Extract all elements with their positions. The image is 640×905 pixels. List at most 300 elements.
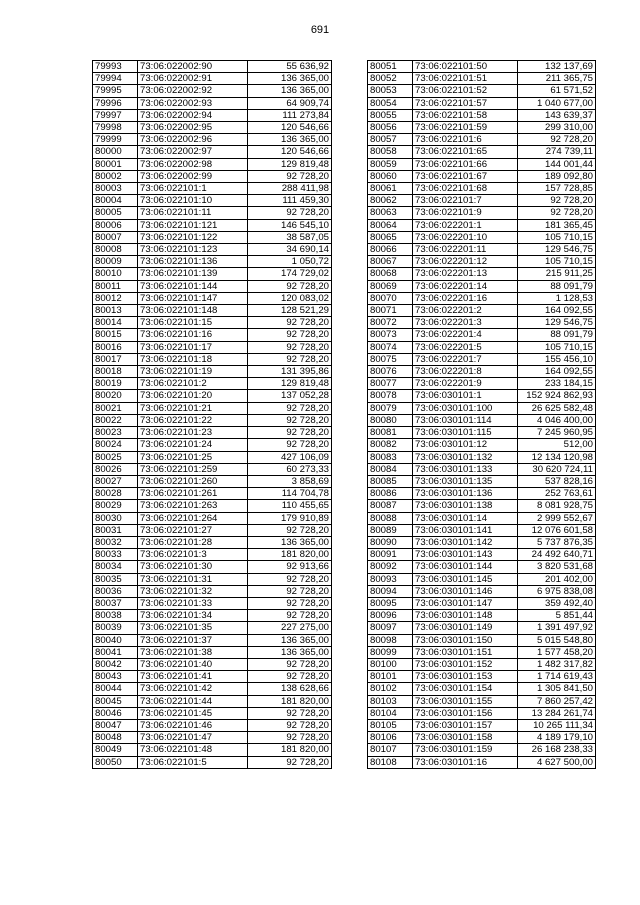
cadastral-number: 73:06:030101:158 (413, 732, 518, 744)
value-cell: 92 728,20 (248, 402, 332, 414)
row-number: 79998 (93, 122, 138, 134)
cadastral-number: 73:06:022101:57 (413, 97, 518, 109)
table-row (93, 341, 332, 353)
table-row (368, 61, 596, 73)
table-row (93, 61, 332, 73)
table-row (93, 85, 332, 97)
table-row (368, 341, 596, 353)
row-number: 80085 (368, 475, 413, 487)
table-row (93, 366, 332, 378)
cadastral-number: 73:06:022201:5 (413, 341, 518, 353)
right-table (367, 60, 596, 769)
value-cell: 26 625 582,48 (518, 402, 596, 414)
row-number: 80000 (93, 146, 138, 158)
value-cell: 138 628,66 (248, 683, 332, 695)
table-row (93, 536, 332, 548)
row-number: 80066 (368, 244, 413, 256)
row-number: 80071 (368, 305, 413, 317)
table-row (368, 683, 596, 695)
row-number: 79996 (93, 97, 138, 109)
row-number: 80018 (93, 366, 138, 378)
value-cell: 92 728,20 (248, 658, 332, 670)
cadastral-number: 73:06:022002:99 (138, 170, 248, 182)
row-number: 80003 (93, 183, 138, 195)
row-number: 80089 (368, 524, 413, 536)
row-number: 80069 (368, 280, 413, 292)
table-row (368, 366, 596, 378)
table-row (368, 695, 596, 707)
table-row (368, 622, 596, 634)
value-cell: 155 456,10 (518, 353, 596, 365)
row-number: 80019 (93, 378, 138, 390)
table-row (368, 451, 596, 463)
row-number: 80049 (93, 744, 138, 756)
value-cell: 5 737 876,35 (518, 536, 596, 548)
table-row (368, 292, 596, 304)
value-cell: 146 545,10 (248, 219, 332, 231)
row-number: 80012 (93, 292, 138, 304)
cadastral-number: 73:06:022101:65 (413, 146, 518, 158)
value-cell: 92 728,20 (518, 195, 596, 207)
cadastral-number: 73:06:030101:141 (413, 524, 518, 536)
row-number: 80054 (368, 97, 413, 109)
page-number: 691 (310, 24, 330, 36)
row-number: 80037 (93, 597, 138, 609)
table-row (368, 475, 596, 487)
value-cell: 157 728,85 (518, 183, 596, 195)
value-cell: 92 728,20 (248, 524, 332, 536)
value-cell: 179 910,89 (248, 512, 332, 524)
table-row (93, 524, 332, 536)
value-cell: 120 083,02 (248, 292, 332, 304)
cadastral-number: 73:06:022101:45 (138, 707, 248, 719)
value-cell: 136 365,00 (248, 73, 332, 85)
row-number: 80086 (368, 488, 413, 500)
row-number: 80082 (368, 439, 413, 451)
value-cell: 1 391 497,92 (518, 622, 596, 634)
cadastral-number: 73:06:022101:16 (138, 329, 248, 341)
value-cell: 181 820,00 (248, 549, 332, 561)
table-row (93, 719, 332, 731)
table-row (93, 597, 332, 609)
value-cell: 4 046 400,00 (518, 414, 596, 426)
value-cell: 12 076 601,58 (518, 524, 596, 536)
value-cell: 7 245 960,95 (518, 427, 596, 439)
cadastral-number: 73:06:030101:114 (413, 414, 518, 426)
table-row (368, 658, 596, 670)
row-number: 80036 (93, 585, 138, 597)
row-number: 80040 (93, 634, 138, 646)
cadastral-number: 73:06:022101:50 (413, 61, 518, 73)
row-number: 80070 (368, 292, 413, 304)
table-row (368, 732, 596, 744)
cadastral-number: 73:06:022101:123 (138, 244, 248, 256)
cadastral-number: 73:06:030101:159 (413, 744, 518, 756)
cadastral-number: 73:06:022101:23 (138, 427, 248, 439)
row-number: 80002 (93, 170, 138, 182)
value-cell: 92 728,20 (248, 732, 332, 744)
table-row (368, 170, 596, 182)
table-row (368, 414, 596, 426)
value-cell: 3 858,69 (248, 475, 332, 487)
value-cell: 427 106,09 (248, 451, 332, 463)
row-number: 80074 (368, 341, 413, 353)
cadastral-number: 73:06:022101:67 (413, 170, 518, 182)
cadastral-number: 73:06:022101:260 (138, 475, 248, 487)
value-cell: 92 728,20 (248, 597, 332, 609)
row-number: 80008 (93, 244, 138, 256)
row-number: 80024 (93, 439, 138, 451)
table-row (368, 73, 596, 85)
cadastral-number: 73:06:022101:33 (138, 597, 248, 609)
table-row (368, 463, 596, 475)
value-cell: 1 050,72 (248, 256, 332, 268)
cadastral-number: 73:06:022101:1 (138, 183, 248, 195)
table-row (93, 134, 332, 146)
row-number: 80059 (368, 158, 413, 170)
value-cell: 1 040 677,00 (518, 97, 596, 109)
table-row (368, 329, 596, 341)
value-cell: 24 492 640,71 (518, 549, 596, 561)
value-cell: 92 728,20 (248, 207, 332, 219)
cadastral-number: 73:06:022101:264 (138, 512, 248, 524)
cadastral-number: 73:06:022101:44 (138, 695, 248, 707)
row-number: 80051 (368, 61, 413, 73)
cadastral-number: 73:06:022201:14 (413, 280, 518, 292)
value-cell: 120 546,66 (248, 146, 332, 158)
table-row (368, 610, 596, 622)
cadastral-number: 73:06:022101:11 (138, 207, 248, 219)
cadastral-number: 73:06:030101:133 (413, 463, 518, 475)
value-cell: 274 739,11 (518, 146, 596, 158)
row-number: 80028 (93, 488, 138, 500)
row-number: 80097 (368, 622, 413, 634)
table-row (93, 317, 332, 329)
cadastral-number: 73:06:022002:95 (138, 122, 248, 134)
cadastral-number: 73:06:022201:1 (413, 219, 518, 231)
row-number: 80016 (93, 341, 138, 353)
table-row (93, 146, 332, 158)
value-cell: 537 828,16 (518, 475, 596, 487)
cadastral-number: 73:06:030101:152 (413, 658, 518, 670)
table-row (93, 658, 332, 670)
table-row (93, 244, 332, 256)
value-cell: 92 728,20 (248, 280, 332, 292)
row-number: 80044 (93, 683, 138, 695)
table-row (368, 512, 596, 524)
table-row (368, 488, 596, 500)
row-number: 80098 (368, 634, 413, 646)
table-row (368, 597, 596, 609)
value-cell: 129 546,75 (518, 317, 596, 329)
table-row (93, 634, 332, 646)
cadastral-number: 73:06:030101:150 (413, 634, 518, 646)
cadastral-number: 73:06:022101:47 (138, 732, 248, 744)
table-row (368, 207, 596, 219)
value-cell: 105 710,15 (518, 341, 596, 353)
row-number: 80096 (368, 610, 413, 622)
cadastral-number: 73:06:022201:3 (413, 317, 518, 329)
table-row (368, 646, 596, 658)
cadastral-number: 73:06:022101:30 (138, 561, 248, 573)
row-number: 80045 (93, 695, 138, 707)
cadastral-number: 73:06:022101:46 (138, 719, 248, 731)
table-row (368, 97, 596, 109)
row-number: 80026 (93, 463, 138, 475)
value-cell: 143 639,37 (518, 109, 596, 121)
cadastral-number: 73:06:030101:154 (413, 683, 518, 695)
cadastral-number: 73:06:022101:139 (138, 268, 248, 280)
row-number: 80027 (93, 475, 138, 487)
row-number: 80107 (368, 744, 413, 756)
value-cell: 92 728,20 (248, 170, 332, 182)
cadastral-number: 73:06:022002:91 (138, 73, 248, 85)
value-cell: 129 546,75 (518, 244, 596, 256)
cadastral-number: 73:06:022002:94 (138, 109, 248, 121)
value-cell: 189 092,80 (518, 170, 596, 182)
table-row (368, 390, 596, 402)
table-row (368, 536, 596, 548)
table-row (93, 109, 332, 121)
table-row (368, 719, 596, 731)
cadastral-number: 73:06:022101:27 (138, 524, 248, 536)
row-number: 80099 (368, 646, 413, 658)
table-row (368, 500, 596, 512)
cadastral-number: 73:06:030101:136 (413, 488, 518, 500)
value-cell: 5 015 548,80 (518, 634, 596, 646)
table-row (368, 402, 596, 414)
row-number: 80057 (368, 134, 413, 146)
cadastral-number: 73:06:022101:15 (138, 317, 248, 329)
row-number: 80081 (368, 427, 413, 439)
table-row (93, 170, 332, 182)
value-cell: 92 728,20 (248, 671, 332, 683)
cadastral-number: 73:06:030101:14 (413, 512, 518, 524)
row-number: 80108 (368, 756, 413, 768)
row-number: 79993 (93, 61, 138, 73)
table-row (93, 512, 332, 524)
table-row (368, 268, 596, 280)
cadastral-number: 73:06:022101:19 (138, 366, 248, 378)
value-cell: 181 365,45 (518, 219, 596, 231)
cadastral-number: 73:06:022101:41 (138, 671, 248, 683)
value-cell: 92 728,20 (248, 317, 332, 329)
value-cell: 136 365,00 (248, 85, 332, 97)
table-row (93, 695, 332, 707)
table-row (93, 610, 332, 622)
value-cell: 137 052,28 (248, 390, 332, 402)
table-row (93, 427, 332, 439)
table-row (368, 158, 596, 170)
row-number: 80058 (368, 146, 413, 158)
row-number: 80046 (93, 707, 138, 719)
cadastral-number: 73:06:022101:38 (138, 646, 248, 658)
table-row (93, 549, 332, 561)
value-cell: 111 459,30 (248, 195, 332, 207)
value-cell: 38 587,05 (248, 231, 332, 243)
value-cell: 215 911,25 (518, 268, 596, 280)
row-number: 80033 (93, 549, 138, 561)
row-number: 80029 (93, 500, 138, 512)
cadastral-number: 73:06:030101:135 (413, 475, 518, 487)
row-number: 80105 (368, 719, 413, 731)
cadastral-number: 73:06:030101:12 (413, 439, 518, 451)
value-cell: 92 728,20 (248, 341, 332, 353)
value-cell: 1 128,53 (518, 292, 596, 304)
cadastral-number: 73:06:030101:1 (413, 390, 518, 402)
value-cell: 13 284 261,74 (518, 707, 596, 719)
table-row (368, 195, 596, 207)
value-cell: 92 728,20 (248, 585, 332, 597)
value-cell: 128 521,29 (248, 305, 332, 317)
row-number: 80068 (368, 268, 413, 280)
value-cell: 512,00 (518, 439, 596, 451)
value-cell: 136 365,00 (248, 646, 332, 658)
cadastral-number: 73:06:022101:66 (413, 158, 518, 170)
row-number: 80078 (368, 390, 413, 402)
value-cell: 114 704,78 (248, 488, 332, 500)
value-cell: 4 627 500,00 (518, 756, 596, 768)
row-number: 80034 (93, 561, 138, 573)
cadastral-number: 73:06:022101:51 (413, 73, 518, 85)
row-number: 80004 (93, 195, 138, 207)
row-number: 80011 (93, 280, 138, 292)
cadastral-number: 73:06:022201:4 (413, 329, 518, 341)
row-number: 80053 (368, 85, 413, 97)
value-cell: 12 134 120,98 (518, 451, 596, 463)
table-row (368, 109, 596, 121)
row-number: 80006 (93, 219, 138, 231)
row-number: 80061 (368, 183, 413, 195)
cadastral-number: 73:06:030101:100 (413, 402, 518, 414)
cadastral-number: 73:06:022101:35 (138, 622, 248, 634)
row-number: 80080 (368, 414, 413, 426)
value-cell: 136 365,00 (248, 134, 332, 146)
cadastral-number: 73:06:022101:48 (138, 744, 248, 756)
value-cell: 110 455,65 (248, 500, 332, 512)
row-number: 80084 (368, 463, 413, 475)
value-cell: 252 763,61 (518, 488, 596, 500)
row-number: 80072 (368, 317, 413, 329)
table-row (368, 353, 596, 365)
cadastral-number: 73:06:022101:28 (138, 536, 248, 548)
value-cell: 26 168 238,33 (518, 744, 596, 756)
row-number: 80035 (93, 573, 138, 585)
table-row (93, 622, 332, 634)
cadastral-number: 73:06:022101:21 (138, 402, 248, 414)
row-number: 80005 (93, 207, 138, 219)
row-number: 80101 (368, 671, 413, 683)
cadastral-number: 73:06:022101:24 (138, 439, 248, 451)
cadastral-number: 73:06:022201:13 (413, 268, 518, 280)
table-row (93, 463, 332, 475)
cadastral-number: 73:06:022002:93 (138, 97, 248, 109)
cadastral-number: 73:06:022101:9 (413, 207, 518, 219)
table-row (93, 475, 332, 487)
table-row (368, 122, 596, 134)
value-cell: 132 137,69 (518, 61, 596, 73)
cadastral-number: 73:06:022101:68 (413, 183, 518, 195)
row-number: 80077 (368, 378, 413, 390)
value-cell: 92 728,20 (248, 427, 332, 439)
table-row (93, 488, 332, 500)
value-cell: 152 924 862,93 (518, 390, 596, 402)
cadastral-number: 73:06:030101:148 (413, 610, 518, 622)
row-number: 80039 (93, 622, 138, 634)
value-cell: 233 184,15 (518, 378, 596, 390)
value-cell: 88 091,79 (518, 329, 596, 341)
table-row (93, 183, 332, 195)
row-number: 80087 (368, 500, 413, 512)
row-number: 80017 (93, 353, 138, 365)
row-number: 80031 (93, 524, 138, 536)
row-number: 79995 (93, 85, 138, 97)
row-number: 80038 (93, 610, 138, 622)
value-cell: 92 728,20 (518, 134, 596, 146)
table-row (93, 573, 332, 585)
cadastral-number: 73:06:030101:145 (413, 573, 518, 585)
row-number: 80100 (368, 658, 413, 670)
table-row (368, 256, 596, 268)
cadastral-number: 73:06:022101:40 (138, 658, 248, 670)
value-cell: 144 001,44 (518, 158, 596, 170)
value-cell: 3 820 531,68 (518, 561, 596, 573)
row-number: 80065 (368, 231, 413, 243)
table-row (368, 561, 596, 573)
value-cell: 64 909,74 (248, 97, 332, 109)
table-row (93, 256, 332, 268)
table-row (368, 439, 596, 451)
row-number: 80042 (93, 658, 138, 670)
table-row (368, 707, 596, 719)
row-number: 80048 (93, 732, 138, 744)
row-number: 80093 (368, 573, 413, 585)
value-cell: 1 482 317,82 (518, 658, 596, 670)
cadastral-number: 73:06:022101:6 (413, 134, 518, 146)
cadastral-number: 73:06:022101:136 (138, 256, 248, 268)
cadastral-number: 73:06:022002:96 (138, 134, 248, 146)
row-number: 80009 (93, 256, 138, 268)
cadastral-number: 73:06:022002:92 (138, 85, 248, 97)
cadastral-number: 73:06:030101:144 (413, 561, 518, 573)
row-number: 80075 (368, 353, 413, 365)
cadastral-number: 73:06:022101:147 (138, 292, 248, 304)
row-number: 80020 (93, 390, 138, 402)
row-number: 80073 (368, 329, 413, 341)
row-number: 80021 (93, 402, 138, 414)
cadastral-number: 73:06:030101:156 (413, 707, 518, 719)
value-cell: 92 728,20 (248, 573, 332, 585)
cadastral-number: 73:06:022201:12 (413, 256, 518, 268)
value-cell: 105 710,15 (518, 256, 596, 268)
table-row (368, 378, 596, 390)
row-number: 80103 (368, 695, 413, 707)
table-row (93, 500, 332, 512)
value-cell: 92 728,20 (248, 719, 332, 731)
cadastral-number: 73:06:030101:143 (413, 549, 518, 561)
cadastral-number: 73:06:030101:138 (413, 500, 518, 512)
value-cell: 61 571,52 (518, 85, 596, 97)
table-row (93, 158, 332, 170)
row-number: 80067 (368, 256, 413, 268)
table-row (93, 97, 332, 109)
value-cell: 8 081 928,75 (518, 500, 596, 512)
table-row (93, 756, 332, 768)
row-number: 80056 (368, 122, 413, 134)
row-number: 80001 (93, 158, 138, 170)
value-cell: 1 577 458,20 (518, 646, 596, 658)
row-number: 80055 (368, 109, 413, 121)
